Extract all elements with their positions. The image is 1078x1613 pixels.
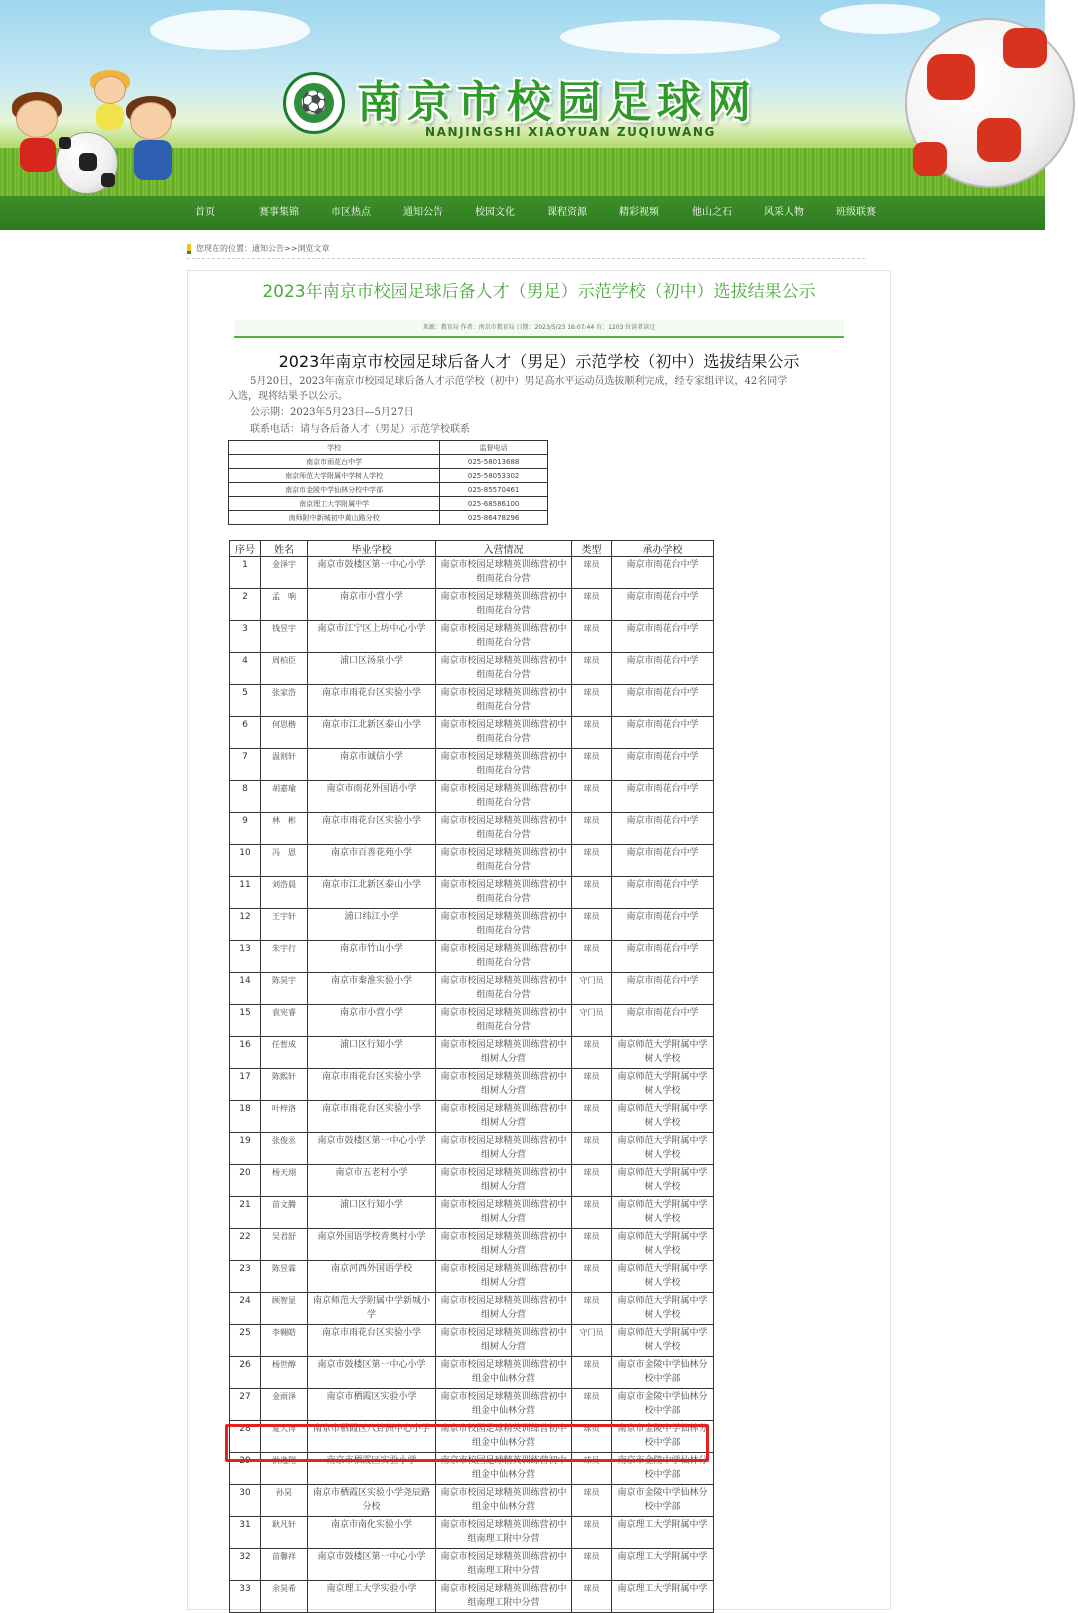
graduation-school: 南京市竹山小学 [308, 941, 436, 973]
host-school: 南京市雨花台中学 [612, 685, 714, 717]
camp-status: 南京市校园足球精英训练营初中组雨花台分营 [436, 973, 572, 1005]
nav-item-city-hotspots[interactable]: 市区热点 [331, 207, 371, 218]
host-school: 南京师范大学附属中学树人学校 [612, 1325, 714, 1357]
graduation-school: 浦口区汤泉小学 [308, 653, 436, 685]
nav-item-campus-culture[interactable]: 校园文化 [475, 207, 515, 218]
nav-item-home[interactable]: 首页 [195, 207, 215, 218]
graduation-school: 南京市鼓楼区第一中心小学 [308, 1357, 436, 1389]
results-header-cell: 类型 [572, 541, 612, 557]
graduation-school: 南京市江北新区泰山小学 [308, 717, 436, 749]
player-type: 球员 [572, 1229, 612, 1261]
row-number: 33 [230, 1581, 261, 1613]
contact-header-row [229, 441, 548, 455]
row-number: 12 [230, 909, 261, 941]
host-school: 南京师范大学附属中学树人学校 [612, 1229, 714, 1261]
player-type: 球员 [572, 1293, 612, 1325]
row-number: 15 [230, 1005, 261, 1037]
row-number: 20 [230, 1165, 261, 1197]
student-name: 孟 响 [261, 589, 308, 621]
row-number: 1 [230, 557, 261, 589]
contact-row [229, 511, 548, 525]
graduation-school: 南京外国语学校青奥村小学 [308, 1229, 436, 1261]
cartoon-kid-blue [122, 96, 192, 194]
student-name: 吴君舒 [261, 1229, 308, 1261]
host-school: 南京市雨花台中学 [612, 1005, 714, 1037]
results-header-cell: 姓名 [261, 541, 308, 557]
graduation-school: 浦口区行知小学 [308, 1197, 436, 1229]
soccer-ball-icon [905, 18, 1075, 188]
contact-row [229, 455, 548, 469]
table-row [230, 1229, 714, 1261]
student-name: 张家浩 [261, 685, 308, 717]
student-name: 苗馨祥 [261, 1549, 308, 1581]
player-type: 球员 [572, 749, 612, 781]
student-name: 胡嘉瑜 [261, 781, 308, 813]
contact-phone-note: 联系电话：请与各后备人才（男足）示范学校联系 [250, 424, 470, 435]
player-type: 球员 [572, 1517, 612, 1549]
graduation-school: 南京理工大学实验小学 [308, 1581, 436, 1613]
graduation-school: 南京师范大学附属中学新城小学 [308, 1293, 436, 1325]
camp-status: 南京市校园足球精英训练营初中组树人分营 [436, 1101, 572, 1133]
row-number: 22 [230, 1229, 261, 1261]
camp-status: 南京市校园足球精英训练营初中组南理工附中分营 [436, 1517, 572, 1549]
contact-phone: 025-58013688 [440, 455, 548, 469]
host-school: 南京市金陵中学仙林分校中学部 [612, 1389, 714, 1421]
row-number: 16 [230, 1037, 261, 1069]
table-row [230, 557, 714, 589]
host-school: 南京市金陵中学仙林分校中学部 [612, 1421, 714, 1453]
player-type: 守门员 [572, 1325, 612, 1357]
graduation-school: 南京市栖霞区实验小学 [308, 1389, 436, 1421]
row-number: 7 [230, 749, 261, 781]
host-school: 南京师范大学附属中学树人学校 [612, 1101, 714, 1133]
camp-status: 南京市校园足球精英训练营初中组雨花台分营 [436, 845, 572, 877]
table-row [230, 1165, 714, 1197]
contact-header-cell: 监督电话 [440, 441, 548, 455]
player-type: 球员 [572, 1357, 612, 1389]
student-name: 钱昱宇 [261, 621, 308, 653]
row-number: 32 [230, 1549, 261, 1581]
host-school: 南京市雨花台中学 [612, 845, 714, 877]
row-number: 27 [230, 1389, 261, 1421]
camp-status: 南京市校园足球精英训练营初中组雨花台分营 [436, 781, 572, 813]
player-type: 球员 [572, 1133, 612, 1165]
graduation-school: 南京市秦淮实验小学 [308, 973, 436, 1005]
student-name: 杨世醇 [261, 1357, 308, 1389]
graduation-school: 南京市南化实验小学 [308, 1517, 436, 1549]
table-row [230, 1293, 714, 1325]
table-row [230, 1389, 714, 1421]
contact-phone: 025-85570461 [440, 483, 548, 497]
content-heading: 2023年南京市校园足球后备人才（男足）示范学校（初中）选拔结果公示 [278, 352, 800, 371]
table-row [230, 749, 714, 781]
site-subtitle: NANJINGSHI XIAOYUAN ZUQIUWANG [425, 125, 717, 139]
contact-phone: 025-58053302 [440, 469, 548, 483]
host-school: 南京市雨花台中学 [612, 653, 714, 685]
student-name: 余昊希 [261, 1581, 308, 1613]
player-type: 球员 [572, 1453, 612, 1485]
table-row [230, 621, 714, 653]
camp-status: 南京市校园足球精英训练营初中组雨花台分营 [436, 813, 572, 845]
student-name: 袁宪睿 [261, 1005, 308, 1037]
student-name: 夏大博 [261, 1421, 308, 1453]
player-type: 球员 [572, 941, 612, 973]
nav-item-course-resources[interactable]: 课程资源 [547, 207, 587, 218]
player-type: 球员 [572, 781, 612, 813]
host-school: 南京市雨花台中学 [612, 749, 714, 781]
player-type: 球员 [572, 557, 612, 589]
host-school: 南京市金陵中学仙林分校中学部 [612, 1357, 714, 1389]
camp-status: 南京市校园足球精英训练营初中组金中仙林分营 [436, 1357, 572, 1389]
contact-school: 南师附中新城初中黄山路分校 [229, 511, 440, 525]
results-table [229, 540, 714, 1613]
host-school: 南京理工大学附属中学 [612, 1549, 714, 1581]
camp-status: 南京市校园足球精英训练营初中组金中仙林分营 [436, 1389, 572, 1421]
host-school: 南京市雨花台中学 [612, 877, 714, 909]
row-number: 28 [230, 1421, 261, 1453]
table-row [230, 973, 714, 1005]
nav-item-match-highlights[interactable]: 赛事集锦 [259, 207, 299, 218]
row-number: 14 [230, 973, 261, 1005]
table-row [230, 653, 714, 685]
camp-status: 南京市校园足球精英训练营初中组雨花台分营 [436, 717, 572, 749]
nav-item-notices[interactable]: 通知公告 [403, 207, 443, 218]
table-row [230, 1261, 714, 1293]
article-title: 2023年南京市校园足球后备人才（男足）示范学校（初中）选拔结果公示 [262, 282, 816, 302]
table-row [230, 813, 714, 845]
player-type: 球员 [572, 1581, 612, 1613]
player-type: 球员 [572, 1197, 612, 1229]
contact-school: 南京市雨花台中学 [229, 455, 440, 469]
camp-status: 南京市校园足球精英训练营初中组树人分营 [436, 1261, 572, 1293]
student-name: 金泽宇 [261, 557, 308, 589]
table-row [230, 781, 714, 813]
student-name: 苗文腾 [261, 1197, 308, 1229]
student-name: 周柏臣 [261, 653, 308, 685]
player-type: 守门员 [572, 973, 612, 1005]
row-number: 19 [230, 1133, 261, 1165]
table-row [230, 1357, 714, 1389]
divider [187, 258, 865, 259]
contact-school: 南京市金陵中学仙林分校中学部 [229, 483, 440, 497]
camp-status: 南京市校园足球精英训练营初中组雨花台分营 [436, 909, 572, 941]
camp-status: 南京市校园足球精英训练营初中组金中仙林分营 [436, 1453, 572, 1485]
player-type: 球员 [572, 1037, 612, 1069]
row-number: 9 [230, 813, 261, 845]
camp-status: 南京市校园足球精英训练营初中组树人分营 [436, 1069, 572, 1101]
host-school: 南京理工大学附属中学 [612, 1517, 714, 1549]
student-name: 顾智显 [261, 1293, 308, 1325]
nav-item-other-experience[interactable]: 他山之石 [692, 207, 732, 218]
table-row [230, 845, 714, 877]
host-school: 南京市雨花台中学 [612, 973, 714, 1005]
row-number: 25 [230, 1325, 261, 1357]
row-number: 26 [230, 1357, 261, 1389]
table-row [230, 1549, 714, 1581]
cloud-decoration [820, 4, 940, 34]
breadcrumb [187, 242, 329, 256]
student-name: 任皙成 [261, 1037, 308, 1069]
camp-status: 南京市校园足球精英训练营初中组雨花台分营 [436, 941, 572, 973]
student-name: 刘浩晨 [261, 877, 308, 909]
results-header-row [230, 541, 714, 557]
soccer-ball-icon [56, 132, 118, 194]
table-row [230, 717, 714, 749]
row-number: 23 [230, 1261, 261, 1293]
student-name: 何思楷 [261, 717, 308, 749]
contact-phone: 025-86478296 [440, 511, 548, 525]
table-row [230, 1101, 714, 1133]
host-school: 南京市雨花台中学 [612, 909, 714, 941]
graduation-school: 南京河西外国语学校 [308, 1261, 436, 1293]
row-number: 11 [230, 877, 261, 909]
camp-status: 南京市校园足球精英训练营初中组南理工附中分营 [436, 1549, 572, 1581]
site-title: 南京市校园足球网 [357, 77, 757, 128]
student-name: 温则轩 [261, 749, 308, 781]
student-name: 陈熙轩 [261, 1069, 308, 1101]
site-logo[interactable] [283, 72, 345, 134]
graduation-school: 南京市百善花苑小学 [308, 845, 436, 877]
nav-item-videos[interactable]: 精彩视频 [619, 207, 659, 218]
camp-status: 南京市校园足球精英训练营初中组树人分营 [436, 1037, 572, 1069]
camp-status: 南京市校园足球精英训练营初中组雨花台分营 [436, 621, 572, 653]
table-row [230, 1069, 714, 1101]
student-name: 朱宇行 [261, 941, 308, 973]
camp-status: 南京市校园足球精英训练营初中组金中仙林分营 [436, 1485, 572, 1517]
student-name: 冯 恩 [261, 845, 308, 877]
graduation-school: 南京市雨花台区实验小学 [308, 1101, 436, 1133]
camp-status: 南京市校园足球精英训练营初中组雨花台分营 [436, 685, 572, 717]
table-row [230, 1453, 714, 1485]
player-type: 球员 [572, 1069, 612, 1101]
camp-status: 南京市校园足球精英训练营初中组金中仙林分营 [436, 1421, 572, 1453]
graduation-school: 南京市栖霞区实验小学 [308, 1453, 436, 1485]
student-name: 叶梓洛 [261, 1101, 308, 1133]
player-type: 守门员 [572, 1005, 612, 1037]
player-type: 球员 [572, 653, 612, 685]
player-type: 球员 [572, 1549, 612, 1581]
player-type: 球员 [572, 845, 612, 877]
contact-row [229, 483, 548, 497]
player-type: 球员 [572, 877, 612, 909]
breadcrumb-marker-icon [187, 244, 191, 254]
table-row [230, 1421, 714, 1453]
row-number: 13 [230, 941, 261, 973]
graduation-school: 南京市雨花外国语小学 [308, 781, 436, 813]
contact-header-cell: 学校 [229, 441, 440, 455]
camp-status: 南京市校园足球精英训练营初中组树人分营 [436, 1197, 572, 1229]
graduation-school: 南京市栖霞区八卦洲中心小学 [308, 1421, 436, 1453]
table-row [230, 1005, 714, 1037]
host-school: 南京市雨花台中学 [612, 941, 714, 973]
host-school: 南京市雨花台中学 [612, 557, 714, 589]
student-name: 杨天翊 [261, 1165, 308, 1197]
camp-status: 南京市校园足球精英训练营初中组树人分营 [436, 1133, 572, 1165]
host-school: 南京市雨花台中学 [612, 589, 714, 621]
student-name: 洪逸翔 [261, 1453, 308, 1485]
contact-table [228, 440, 548, 525]
camp-status: 南京市校园足球精英训练营初中组雨花台分营 [436, 589, 572, 621]
results-header-cell: 入营情况 [436, 541, 572, 557]
player-type: 球员 [572, 1261, 612, 1293]
player-type: 球员 [572, 1165, 612, 1197]
student-name: 金雨泽 [261, 1389, 308, 1421]
player-type: 球员 [572, 1485, 612, 1517]
row-number: 10 [230, 845, 261, 877]
camp-status: 南京市校园足球精英训练营初中组雨花台分营 [436, 749, 572, 781]
student-name: 陈昱霖 [261, 1261, 308, 1293]
player-type: 球员 [572, 1101, 612, 1133]
graduation-school: 南京市鼓楼区第一中心小学 [308, 1549, 436, 1581]
breadcrumb-text[interactable]: 您现在的位置：通知公告>>浏览文章 [196, 244, 330, 253]
nav-item-class-league[interactable]: 班级联赛 [836, 207, 876, 218]
camp-status: 南京市校园足球精英训练营初中组树人分营 [436, 1229, 572, 1261]
graduation-school: 南京市五老村小学 [308, 1165, 436, 1197]
host-school: 南京师范大学附属中学树人学校 [612, 1133, 714, 1165]
host-school: 南京师范大学附属中学树人学校 [612, 1037, 714, 1069]
table-row [230, 1325, 714, 1357]
player-type: 球员 [572, 1389, 612, 1421]
graduation-school: 南京市江宁区上坊中心小学 [308, 621, 436, 653]
contact-school: 南京师范大学附属中学树人学校 [229, 469, 440, 483]
table-row [230, 1581, 714, 1613]
contact-row [229, 497, 548, 511]
host-school: 南京市雨花台中学 [612, 781, 714, 813]
graduation-school: 浦口区行知小学 [308, 1037, 436, 1069]
graduation-school: 浦口纬江小学 [308, 909, 436, 941]
camp-status: 南京市校园足球精英训练营初中组雨花台分营 [436, 877, 572, 909]
nav-item-people[interactable]: 风采人物 [764, 207, 804, 218]
student-name: 张俊丞 [261, 1133, 308, 1165]
camp-status: 南京市校园足球精英训练营初中组雨花台分营 [436, 557, 572, 589]
player-type: 球员 [572, 813, 612, 845]
main-nav [0, 196, 1045, 230]
player-type: 球员 [572, 621, 612, 653]
host-school: 南京师范大学附属中学树人学校 [612, 1197, 714, 1229]
results-header-cell: 序号 [230, 541, 261, 557]
host-school: 南京市金陵中学仙林分校中学部 [612, 1485, 714, 1517]
row-number: 5 [230, 685, 261, 717]
host-school: 南京市雨花台中学 [612, 621, 714, 653]
student-name: 孙昊 [261, 1485, 308, 1517]
graduation-school: 南京市鼓楼区第一中心小学 [308, 1133, 436, 1165]
publicity-period: 公示期：2023年5月23日—5月27日 [250, 407, 414, 418]
contact-phone: 025-68586100 [440, 497, 548, 511]
intro-paragraph-line2: 入选，现将结果予以公示。 [228, 391, 348, 402]
graduation-school: 南京市小营小学 [308, 1005, 436, 1037]
camp-status: 南京市校园足球精英训练营初中组树人分营 [436, 1325, 572, 1357]
camp-status: 南京市校园足球精英训练营初中组树人分营 [436, 1165, 572, 1197]
intro-paragraph-line1: 5月20日，2023年南京市校园足球后备人才示范学校（初中）男足高水平运动员选拔顺利完成，经专家组评议，42名同学 [250, 376, 788, 387]
table-row [230, 941, 714, 973]
contact-row [229, 469, 548, 483]
results-header-cell: 承办学校 [612, 541, 714, 557]
cloud-decoration [560, 20, 780, 54]
camp-status: 南京市校园足球精英训练营初中组南理工附中分营 [436, 1581, 572, 1613]
host-school: 南京师范大学附属中学树人学校 [612, 1261, 714, 1293]
student-name: 陈昊宇 [261, 973, 308, 1005]
graduation-school: 南京市雨花台区实验小学 [308, 685, 436, 717]
student-name: 李翱皓 [261, 1325, 308, 1357]
camp-status: 南京市校园足球精英训练营初中组雨花台分营 [436, 1005, 572, 1037]
table-row [230, 909, 714, 941]
graduation-school: 南京市江北新区泰山小学 [308, 877, 436, 909]
article-meta: 来源：教育局 作者：南京市教育局 日期：2023/5/23 16:07:44 有：1203 位读者读过 [234, 320, 844, 338]
table-row [230, 589, 714, 621]
row-number: 2 [230, 589, 261, 621]
table-row [230, 1517, 714, 1549]
graduation-school: 南京市诚信小学 [308, 749, 436, 781]
host-school: 南京市金陵中学仙林分校中学部 [612, 1453, 714, 1485]
table-row [230, 1037, 714, 1069]
graduation-school: 南京市雨花台区实验小学 [308, 1069, 436, 1101]
student-name: 王宇轩 [261, 909, 308, 941]
host-school: 南京师范大学附属中学树人学校 [612, 1165, 714, 1197]
row-number: 21 [230, 1197, 261, 1229]
table-row [230, 877, 714, 909]
row-number: 8 [230, 781, 261, 813]
graduation-school: 南京市雨花台区实验小学 [308, 1325, 436, 1357]
host-school: 南京理工大学附属中学 [612, 1581, 714, 1613]
row-number: 4 [230, 653, 261, 685]
table-row [230, 1197, 714, 1229]
row-number: 31 [230, 1517, 261, 1549]
graduation-school: 南京市小营小学 [308, 589, 436, 621]
row-number: 3 [230, 621, 261, 653]
cloud-decoration [150, 10, 310, 50]
player-type: 球员 [572, 909, 612, 941]
player-type: 球员 [572, 685, 612, 717]
row-number: 29 [230, 1453, 261, 1485]
host-school: 南京市雨花台中学 [612, 717, 714, 749]
table-row [230, 685, 714, 717]
row-number: 6 [230, 717, 261, 749]
host-school: 南京师范大学附属中学树人学校 [612, 1293, 714, 1325]
logo-icon: ⚽ [292, 81, 336, 125]
results-header-cell: 毕业学校 [308, 541, 436, 557]
graduation-school: 南京市鼓楼区第一中心小学 [308, 557, 436, 589]
graduation-school: 南京市雨花台区实验小学 [308, 813, 436, 845]
host-school: 南京市雨花台中学 [612, 813, 714, 845]
graduation-school: 南京市栖霞区实验小学尧辰路分校 [308, 1485, 436, 1517]
student-name: 林 彬 [261, 813, 308, 845]
site-banner [0, 0, 1045, 196]
player-type: 球员 [572, 589, 612, 621]
camp-status: 南京市校园足球精英训练营初中组树人分营 [436, 1293, 572, 1325]
row-number: 30 [230, 1485, 261, 1517]
student-name: 耿凡轩 [261, 1517, 308, 1549]
player-type: 球员 [572, 717, 612, 749]
row-number: 18 [230, 1101, 261, 1133]
contact-school: 南京理工大学附属中学 [229, 497, 440, 511]
host-school: 南京师范大学附属中学树人学校 [612, 1069, 714, 1101]
row-number: 17 [230, 1069, 261, 1101]
player-type: 球员 [572, 1421, 612, 1453]
row-number: 24 [230, 1293, 261, 1325]
table-row [230, 1133, 714, 1165]
table-row [230, 1485, 714, 1517]
camp-status: 南京市校园足球精英训练营初中组雨花台分营 [436, 653, 572, 685]
